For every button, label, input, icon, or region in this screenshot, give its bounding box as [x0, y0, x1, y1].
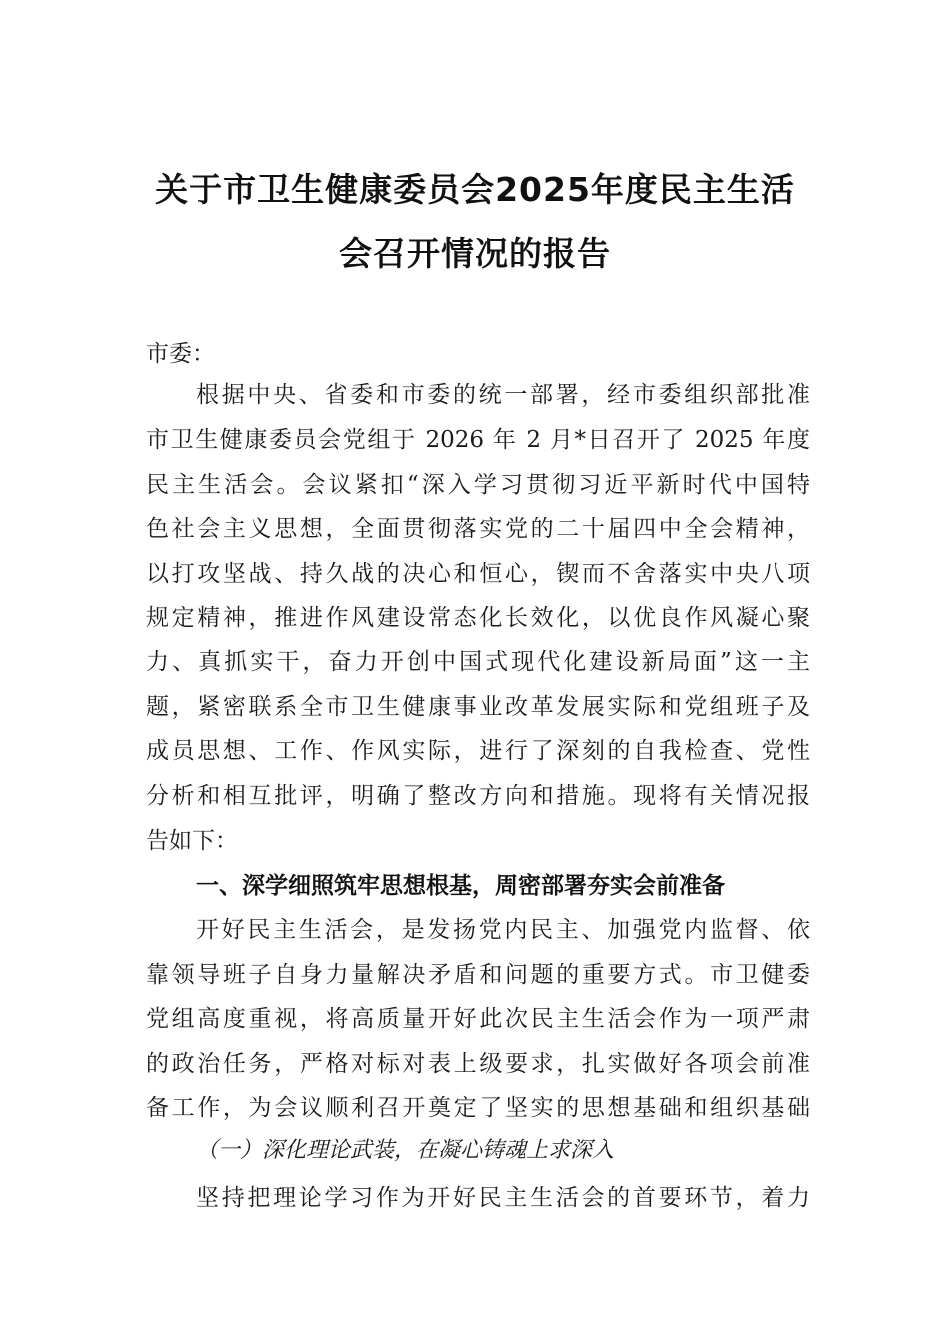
paragraph-line: 民主生活会。会议紧扣“深入学习贯彻习近平新时代中国特 [146, 472, 810, 498]
paragraph-line: 市卫生健康委员会党组于 2026 年 2 月*日召开了 2025 年度 [146, 427, 810, 453]
document-title-line-1: 关于市卫生健康委员会2025年度民主生活 [155, 170, 795, 209]
paragraph-line: 题，紧密联系全市卫生健康事业改革发展实际和党组班子及 [146, 694, 810, 720]
paragraph-line: 靠领导班子自身力量解决矛盾和问题的重要方式。市卫健委 [146, 962, 810, 988]
salutation: 市委： [146, 341, 215, 367]
section-heading-2: （一）深化理论武装，在凝心铸魂上求深入 [196, 1138, 615, 1163]
paragraph-line: 党组高度重视，将高质量开好此次民主生活会作为一项严肃 [146, 1006, 810, 1032]
paragraph-line: 色社会主义思想，全面贯彻落实党的二十届四中全会精神， [146, 516, 810, 542]
paragraph-line: 根据中央、省委和市委的统一部署，经市委组织部批准 [196, 382, 810, 408]
paragraph-line: 力、真抓实干，奋力开创中国式现代化建设新局面”这一主 [146, 649, 810, 675]
section-heading-1: 一、深学细照筑牢思想根基，周密部署夯实会前准备 [196, 873, 725, 899]
document-title-line-2: 会召开情况的报告 [339, 234, 611, 273]
paragraph-line: 坚持把理论学习作为开好民主生活会的首要环节，着力 [196, 1185, 810, 1211]
paragraph-line: 备工作，为会议顺利召开奠定了坚实的思想基础和组织基础 [146, 1095, 810, 1121]
paragraph-line: 以打攻坚战、持久战的决心和恒心，锲而不舍落实中央八项 [146, 561, 810, 587]
paragraph-line: 告如下： [146, 828, 238, 854]
paragraph-line: 规定精神，推进作风建设常态化长效化，以优良作风凝心聚 [146, 605, 810, 631]
paragraph-line: 开好民主生活会，是发扬党内民主、加强党内监督、依 [196, 917, 810, 943]
paragraph-line: 分析和相互批评，明确了整改方向和措施。现将有关情况报 [146, 783, 810, 809]
paragraph-line: 成员思想、工作、作风实际，进行了深刻的自我检查、党性 [146, 738, 810, 764]
paragraph-line: 的政治任务，严格对标对表上级要求，扎实做好各项会前准 [146, 1051, 810, 1077]
